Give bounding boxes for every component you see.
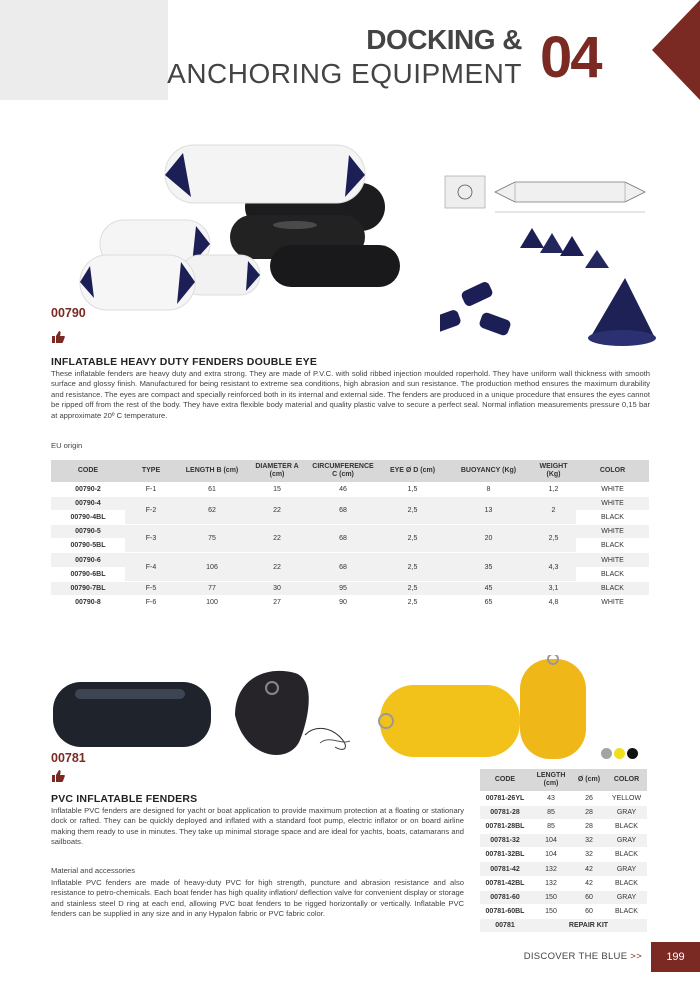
table-row	[480, 905, 647, 919]
table-header: BUOYANCY (Kg)	[446, 460, 531, 482]
table-cell: WHITE	[576, 596, 649, 610]
table-cell: 2,5	[379, 581, 446, 595]
header-grey-block	[0, 0, 168, 100]
table-cell: 4,8	[531, 596, 576, 610]
color-swatch-yellow	[614, 748, 625, 759]
table-cell: WHITE	[576, 553, 649, 567]
table-cell: 00781-60	[480, 890, 530, 904]
table-cell: 42	[572, 876, 606, 890]
table-row	[51, 525, 649, 539]
table-cell: 00790-2	[51, 482, 125, 496]
table-cell: F-4	[125, 553, 177, 581]
table-cell: GRAY	[606, 890, 647, 904]
table-cell: 3,1	[531, 581, 576, 595]
table-row	[51, 482, 649, 496]
fender-diagram-and-eyes	[440, 168, 660, 353]
table-cell: 00790-5BL	[51, 539, 125, 553]
table-cell: 68	[307, 525, 379, 553]
table-cell: 00781-42	[480, 862, 530, 876]
table-cell: WHITE	[576, 496, 649, 510]
table-cell: 104	[530, 834, 572, 848]
table-cell: F-1	[125, 482, 177, 496]
table-row	[480, 819, 647, 833]
spec-table-00790	[51, 460, 649, 610]
table-cell: YELLOW	[606, 791, 647, 805]
table-cell: 30	[247, 581, 307, 595]
table-row	[480, 834, 647, 848]
table-row	[51, 553, 649, 567]
table-row	[51, 596, 649, 610]
table-cell: 32	[572, 848, 606, 862]
table-cell: 4,3	[531, 553, 576, 581]
materials-description: Inflatable PVC fenders are made of heavy-duty PVC for high strength, puncture and abrasion resistance and also resistance to petro-chemicals. Each boat fender has high quality inflation/ deflection valve for convenient display or storage and stainless steel D ring at each end, allowing PVC boat fenders to be rigged horizontally or vertically. Inflatable PVC fenders can be supplied in any size and in any Hypalon fabric or PVC fabric color.	[51, 878, 464, 919]
table-cell: 1,5	[379, 482, 446, 496]
table-cell: 132	[530, 876, 572, 890]
table-row-repair-kit	[480, 919, 647, 933]
table-cell: F-2	[125, 496, 177, 524]
table-cell: 62	[177, 496, 247, 524]
table-cell: WHITE	[576, 482, 649, 496]
table-cell: F-3	[125, 525, 177, 553]
table-cell: 00781-28BL	[480, 819, 530, 833]
table-cell: 00781-32	[480, 834, 530, 848]
table-cell: 27	[247, 596, 307, 610]
table-cell: GRAY	[606, 834, 647, 848]
thumbs-up-icon	[52, 331, 65, 346]
color-swatch-black	[627, 748, 638, 759]
chapter-number: 04	[540, 25, 601, 90]
product-photo-fenders-double-eye	[70, 135, 430, 325]
table-cell: 60	[572, 890, 606, 904]
table-cell: 2	[531, 496, 576, 524]
table-row	[480, 805, 647, 819]
table-cell: 42	[572, 862, 606, 876]
table-cell: F-6	[125, 596, 177, 610]
product-description: These inflatable fenders are heavy duty and extra strong. They are made of P.V.C. with solid ribbed injection moulded roperhold. They have uniform wall thickness with smooth surface and glossy finish. Manufactured for being resistant to extreme sea conditions, high abrasion and sun resistance. The production method ensures the maximum durability and resistance. The eyes are compact and specially reinforced both in its internal and external side. The fenders are produced in a unique procedure that ensures the eyes cannot be ripped off from the rest of the body. They have extra flexible body material and quality plastic valve to secure a perfect seal. Normal inflation measurements pressure 0,15 bar at approximate 20º C temperature.	[51, 369, 650, 420]
table-cell: 85	[530, 805, 572, 819]
table-cell: 20	[446, 525, 531, 553]
table-cell: 00790-5	[51, 525, 125, 539]
table-header: COLOR	[606, 769, 647, 791]
footer-arrows: >>	[630, 951, 642, 962]
corner-triangle	[652, 0, 700, 100]
table-header: CIRCUMFERENCE C (cm)	[307, 460, 379, 482]
table-cell: 00781-32BL	[480, 848, 530, 862]
table-cell: BLACK	[576, 510, 649, 524]
table-cell: 26	[572, 791, 606, 805]
table-cell: 13	[446, 496, 531, 524]
footer-tagline	[524, 951, 642, 962]
table-cell: 104	[530, 848, 572, 862]
table-cell: 2,5	[379, 525, 446, 553]
thumbs-up-icon	[52, 770, 65, 785]
table-cell: 68	[307, 553, 379, 581]
table-row	[51, 496, 649, 510]
table-cell: 2,5	[379, 496, 446, 524]
table-cell: 00781	[480, 919, 530, 933]
table-cell: 150	[530, 905, 572, 919]
section-title: INFLATABLE HEAVY DUTY FENDERS DOUBLE EYE	[51, 356, 318, 368]
table-cell: 00790-8	[51, 596, 125, 610]
table-header: TYPE	[125, 460, 177, 482]
table-header: LENGTH (cm)	[530, 769, 572, 791]
table-cell: 2,5	[379, 553, 446, 581]
table-cell: 15	[247, 482, 307, 496]
color-swatch-gray	[601, 748, 612, 759]
table-header: LENGTH B (cm)	[177, 460, 247, 482]
table-cell: BLACK	[576, 567, 649, 581]
table-cell: 46	[307, 482, 379, 496]
table-cell: 28	[572, 805, 606, 819]
materials-heading: Material and accessories	[51, 866, 135, 875]
table-header: COLOR	[576, 460, 649, 482]
product-code-label: 00781	[51, 751, 86, 765]
table-header: WEIGHT (Kg)	[531, 460, 576, 482]
table-cell: REPAIR KIT	[530, 919, 647, 933]
table-cell: BLACK	[606, 819, 647, 833]
table-header: Ø (cm)	[572, 769, 606, 791]
table-row	[480, 848, 647, 862]
table-cell: 2,5	[379, 596, 446, 610]
table-cell: F-5	[125, 581, 177, 595]
table-cell: 00790-4	[51, 496, 125, 510]
product-description: Inflatable PVC fenders are designed for yacht or boat application to provide maximum protection at a floating or stationary dock or rafted. They can be quickly deployed and inflated with a standard foot pump, electric inflator or on board airline making them ready to use in minutes. They take up minimal storage space and are ideal for yachts, boats, catamarans and sailboats.	[51, 806, 464, 847]
table-cell: 45	[446, 581, 531, 595]
table-cell: 00781-26YL	[480, 791, 530, 805]
table-cell: 2,5	[531, 525, 576, 553]
table-cell: 22	[247, 496, 307, 524]
table-cell: 150	[530, 890, 572, 904]
table-cell: 60	[572, 905, 606, 919]
page-title-line1: DOCKING &	[366, 24, 522, 55]
table-cell: 28	[572, 819, 606, 833]
origin-note: EU origin	[51, 441, 83, 450]
section-title: PVC INFLATABLE FENDERS	[51, 793, 198, 805]
table-cell: BLACK	[606, 876, 647, 890]
table-cell: 132	[530, 862, 572, 876]
table-cell: 00781-42BL	[480, 876, 530, 890]
table-header: CODE	[480, 769, 530, 791]
table-cell: 90	[307, 596, 379, 610]
table-header: EYE Ø D (cm)	[379, 460, 446, 482]
footer-tagline-text: DISCOVER THE BLUE	[523, 951, 628, 962]
table-cell: 35	[446, 553, 531, 581]
spec-table-00781	[480, 769, 647, 933]
table-row	[480, 876, 647, 890]
table-cell: GRAY	[606, 805, 647, 819]
table-cell: WHITE	[576, 525, 649, 539]
table-cell: GRAY	[606, 862, 647, 876]
table-cell: 95	[307, 581, 379, 595]
table-cell: 65	[446, 596, 531, 610]
product-code-label: 00790	[51, 306, 86, 320]
table-cell: 106	[177, 553, 247, 581]
table-row	[480, 862, 647, 876]
table-cell: 22	[247, 525, 307, 553]
table-cell: 00790-4BL	[51, 510, 125, 524]
table-cell: 32	[572, 834, 606, 848]
page-number: 199	[651, 942, 700, 972]
table-cell: BLACK	[606, 848, 647, 862]
table-cell: 1,2	[531, 482, 576, 496]
table-cell: 100	[177, 596, 247, 610]
table-cell: 75	[177, 525, 247, 553]
table-cell: 85	[530, 819, 572, 833]
table-cell: 22	[247, 553, 307, 581]
product-photo-pvc-fenders	[50, 655, 650, 770]
table-cell: 68	[307, 496, 379, 524]
table-cell: 00790-7BL	[51, 581, 125, 595]
table-header: CODE	[51, 460, 125, 482]
table-cell: BLACK	[576, 581, 649, 595]
table-cell: 00790-6BL	[51, 567, 125, 581]
table-cell: 8	[446, 482, 531, 496]
table-cell: 00781-28	[480, 805, 530, 819]
color-swatches	[601, 746, 640, 764]
table-header: DIAMETER A (cm)	[247, 460, 307, 482]
table-cell: BLACK	[576, 539, 649, 553]
table-cell: 61	[177, 482, 247, 496]
table-row	[480, 791, 647, 805]
table-row	[51, 581, 649, 595]
table-cell: BLACK	[606, 905, 647, 919]
table-row	[480, 890, 647, 904]
table-cell: 00781-60BL	[480, 905, 530, 919]
table-cell: 00790-6	[51, 553, 125, 567]
table-cell: 77	[177, 581, 247, 595]
page-title-line2: ANCHORING EQUIPMENT	[167, 58, 522, 89]
table-cell: 43	[530, 791, 572, 805]
